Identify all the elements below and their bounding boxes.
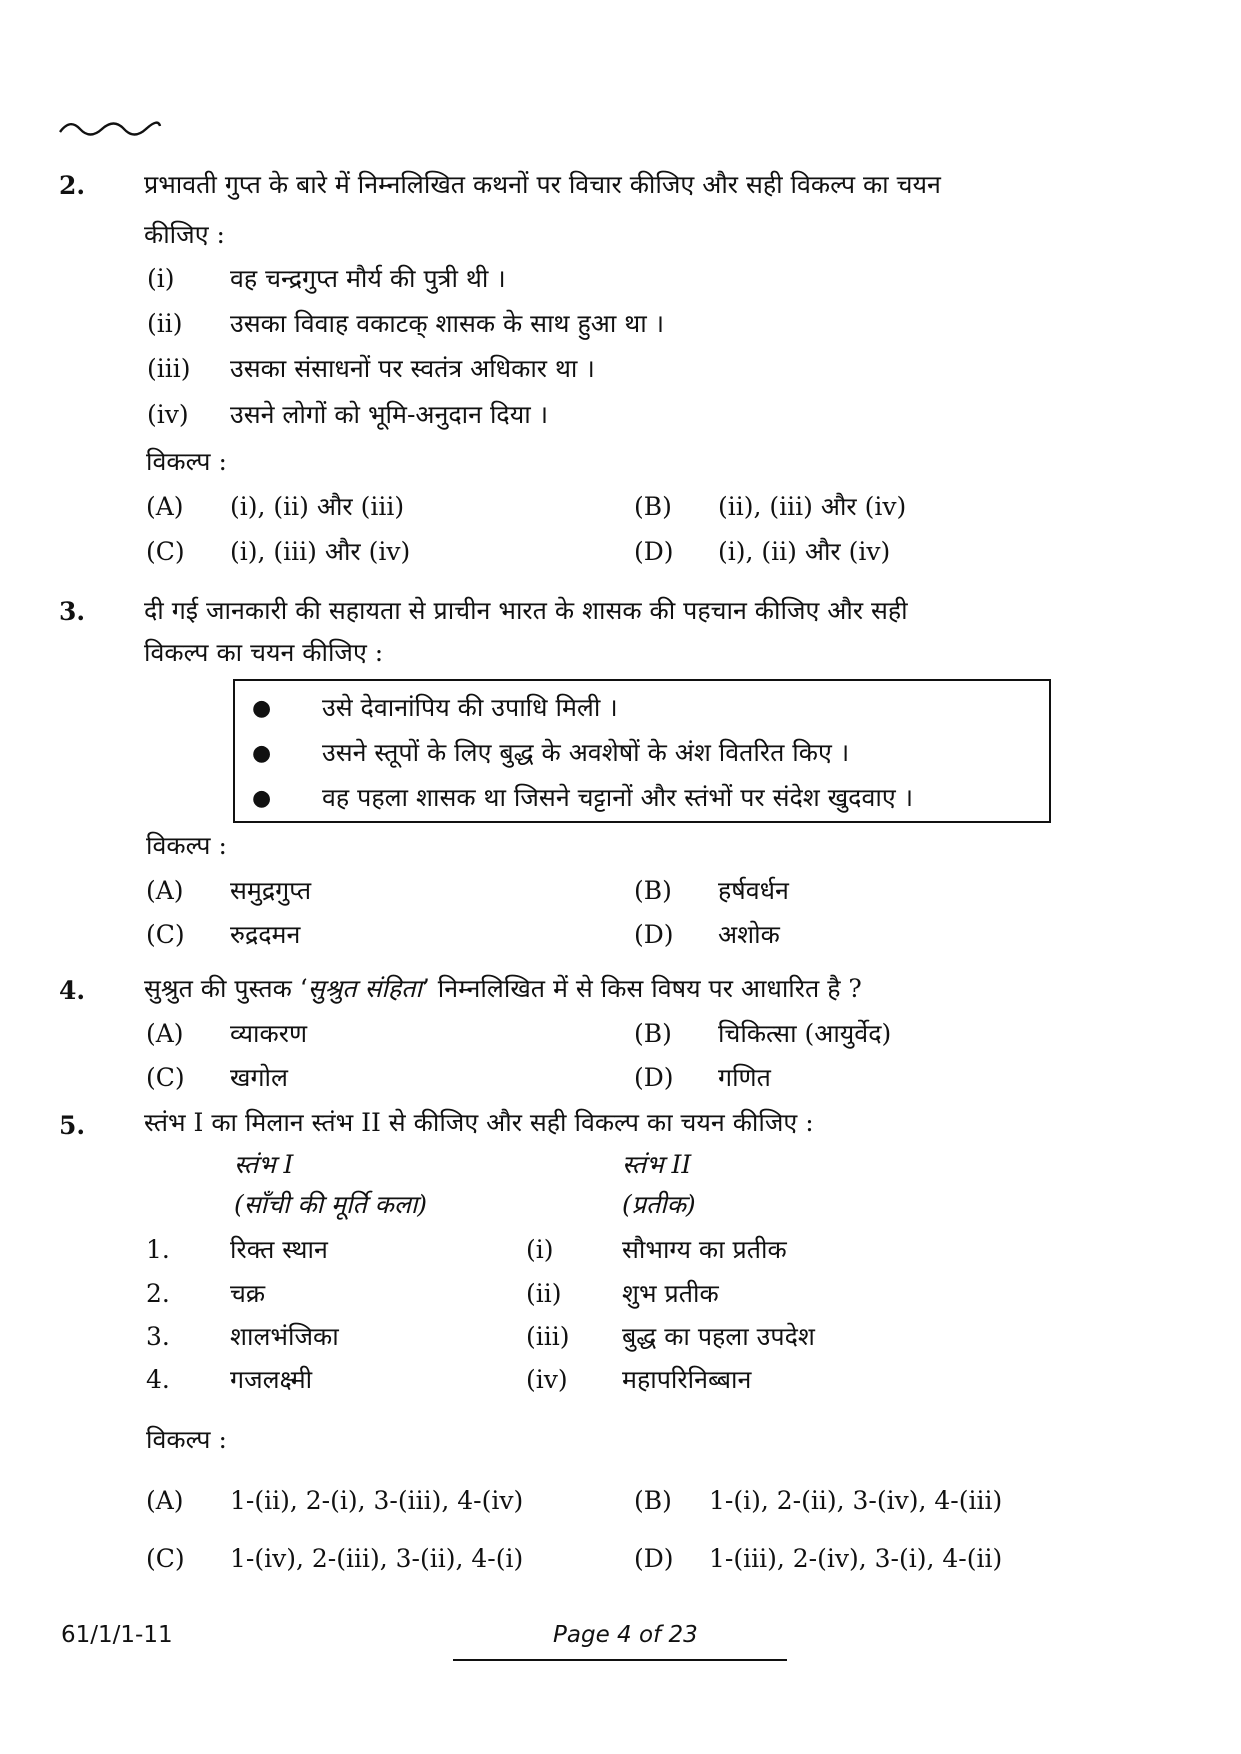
statement-label: (ii)	[147, 309, 183, 338]
option-text: खगोल	[230, 1063, 288, 1092]
row-number: 2.	[146, 1279, 170, 1308]
column-2-label: (iv)	[526, 1365, 568, 1394]
info-bullet-text: वह पहला शासक था जिसने चट्टानों और स्तंभों पर संदेश खुदवाए ।	[322, 783, 914, 812]
option-text: चिकित्सा (आयुर्वेद)	[718, 1019, 892, 1048]
book-title: सुश्रुत संहिता	[307, 974, 422, 1003]
column-1-item: रिक्त स्थान	[230, 1235, 328, 1264]
paper-code: 61/1/1-11	[61, 1622, 173, 1648]
bullet-icon: ●	[252, 696, 272, 721]
option-label: (B)	[634, 1486, 672, 1515]
question-stem-post: ’ निम्नलिखित में से किस विषय पर आधारित है ?	[421, 974, 862, 1003]
question-number: 4.	[59, 976, 86, 1005]
option-label: (B)	[634, 492, 672, 521]
option-text: हर्षवर्धन	[718, 876, 789, 905]
option-label: (D)	[634, 1063, 674, 1092]
column-2-item: शुभ प्रतीक	[622, 1279, 719, 1308]
column-2-label: (i)	[526, 1235, 554, 1264]
option-label: (B)	[634, 876, 672, 905]
option-text: (i), (ii) और (iii)	[230, 492, 405, 521]
option-label: (B)	[634, 1019, 672, 1048]
option-label: (A)	[146, 1486, 184, 1515]
options-label: विकल्प :	[146, 831, 227, 860]
column-2-item: बुद्ध का पहला उपदेश	[622, 1322, 815, 1351]
footer-divider	[453, 1659, 787, 1661]
options-label: विकल्प :	[146, 1425, 227, 1454]
statement-label: (i)	[147, 264, 175, 293]
option-text: गणित	[718, 1063, 771, 1092]
option-text: (i), (ii) और (iv)	[718, 537, 891, 566]
option-text: समुद्रगुप्त	[230, 876, 312, 905]
option-label: (C)	[146, 920, 185, 949]
column-2-label: (iii)	[526, 1322, 570, 1351]
option-label: (A)	[146, 492, 184, 521]
question-stem-cont: कीजिए :	[144, 220, 225, 249]
info-bullet-text: उसने स्तूपों के लिए बुद्ध के अवशेषों के अंश वितरित किए ।	[322, 738, 850, 767]
column-2-heading: स्तंभ II	[622, 1150, 692, 1179]
wavy-mark-icon	[58, 116, 162, 142]
statement-label: (iii)	[147, 354, 191, 383]
statement-label: (iv)	[147, 400, 189, 429]
option-text: व्याकरण	[230, 1019, 308, 1048]
option-text: रुद्रदमन	[230, 920, 301, 949]
row-number: 1.	[146, 1235, 170, 1264]
page-number: Page 4 of 23	[553, 1622, 698, 1648]
option-label: (A)	[146, 876, 184, 905]
column-1-heading: स्तंभ I	[234, 1150, 294, 1179]
question-stem-cont: विकल्प का चयन कीजिए :	[144, 638, 384, 667]
question-number: 2.	[59, 171, 86, 200]
statement-text: वह चन्द्रगुप्त मौर्य की पुत्री थी ।	[230, 264, 506, 293]
statement-text: उसका संसाधनों पर स्वतंत्र अधिकार था ।	[230, 354, 595, 383]
question-stem-pre: सुश्रुत की पुस्तक ‘	[144, 974, 308, 1003]
question-stem: स्तंभ I का मिलान स्तंभ II से कीजिए और सही विकल्प का चयन कीजिए :	[144, 1108, 814, 1137]
column-1-subheading: (साँची की मूर्ति कला)	[234, 1190, 428, 1219]
question-stem: दी गई जानकारी की सहायता से प्राचीन भारत के शासक की पहचान कीजिए और सही	[144, 596, 908, 625]
statement-text: उसका विवाह वकाटक् शासक के साथ हुआ था ।	[230, 309, 665, 338]
option-text: 1-(i), 2-(ii), 3-(iv), 4-(iii)	[709, 1486, 1003, 1515]
option-text: (i), (iii) और (iv)	[230, 537, 411, 566]
option-label: (D)	[634, 537, 674, 566]
column-1-item: चक्र	[230, 1279, 266, 1308]
option-text: 1-(iv), 2-(iii), 3-(ii), 4-(i)	[230, 1544, 524, 1573]
column-2-label: (ii)	[526, 1279, 562, 1308]
row-number: 4.	[146, 1365, 170, 1394]
info-bullet-text: उसे देवानांपिय की उपाधि मिली ।	[322, 693, 618, 722]
bullet-icon: ●	[252, 741, 272, 766]
option-text: (ii), (iii) और (iv)	[718, 492, 907, 521]
option-label: (D)	[634, 1544, 674, 1573]
column-1-item: गजलक्ष्मी	[230, 1365, 313, 1394]
column-1-item: शालभंजिका	[230, 1322, 339, 1351]
column-2-item: सौभाग्य का प्रतीक	[622, 1235, 787, 1264]
question-number: 5.	[59, 1111, 86, 1140]
option-text: 1-(ii), 2-(i), 3-(iii), 4-(iv)	[230, 1486, 524, 1515]
question-stem: प्रभावती गुप्त के बारे में निम्नलिखित कथनों पर विचार कीजिए और सही विकल्प का चयन	[144, 170, 941, 199]
column-2-subheading: (प्रतीक)	[622, 1190, 696, 1219]
option-label: (C)	[146, 1544, 185, 1573]
option-label: (A)	[146, 1019, 184, 1048]
option-label: (D)	[634, 920, 674, 949]
question-number: 3.	[59, 597, 86, 626]
option-text: 1-(iii), 2-(iv), 3-(i), 4-(ii)	[709, 1544, 1003, 1573]
question-stem	[144, 972, 862, 1006]
statement-text: उसने लोगों को भूमि-अनुदान दिया ।	[230, 400, 549, 429]
bullet-icon: ●	[252, 786, 272, 811]
option-label: (C)	[146, 1063, 185, 1092]
option-text: अशोक	[718, 920, 780, 949]
options-label: विकल्प :	[146, 447, 227, 476]
row-number: 3.	[146, 1322, 170, 1351]
option-label: (C)	[146, 537, 185, 566]
column-2-item: महापरिनिब्बान	[622, 1365, 752, 1394]
